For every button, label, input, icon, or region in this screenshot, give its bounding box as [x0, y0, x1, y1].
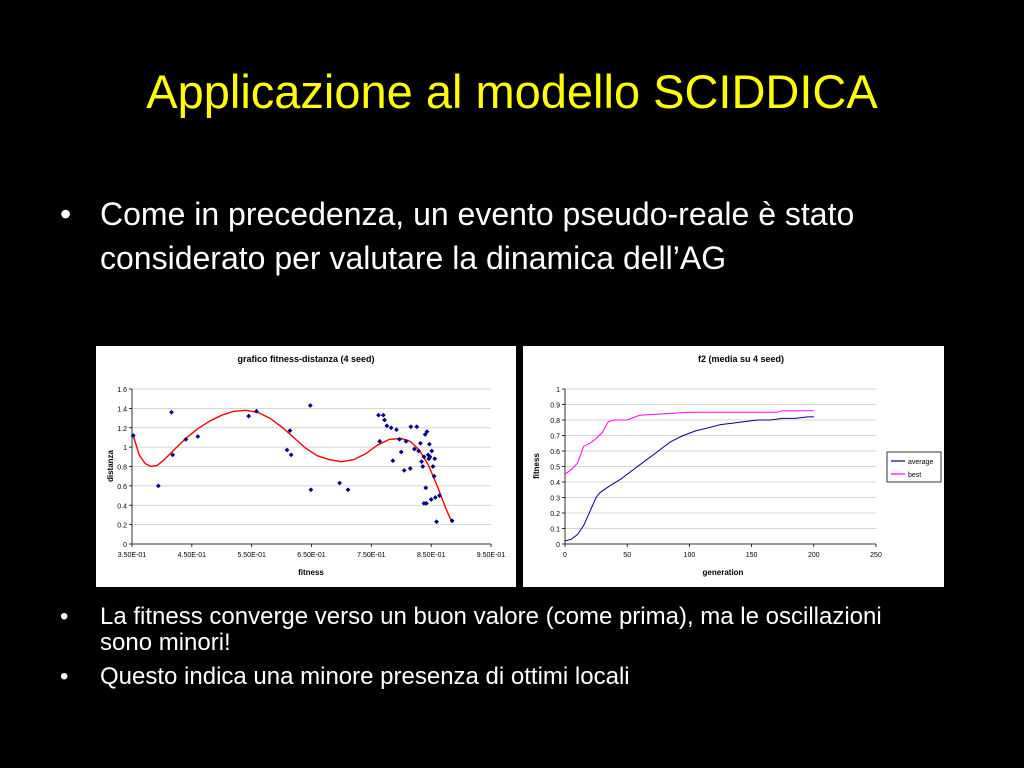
- chart2-legend-label: average: [908, 459, 934, 466]
- chart-fitness-distance: [96, 346, 516, 587]
- chart2-x-tick-label: 0: [563, 552, 567, 559]
- chart1-y-tick-label: 0.4: [117, 503, 127, 511]
- chart1-data-point: [427, 442, 432, 447]
- chart2-legend-label: best: [908, 472, 922, 479]
- chart1-x-tick-label: 7.50E-01: [357, 552, 386, 559]
- chart1-x-tick-label: 8.50E-01: [416, 552, 446, 559]
- chart1-data-point: [390, 458, 395, 463]
- chart1-y-tick-label: 0: [123, 542, 127, 549]
- chart2-x-tick-label: 250: [870, 552, 882, 559]
- chart1-data-point: [376, 413, 381, 418]
- chart1-data-point: [308, 403, 313, 408]
- chart1-data-point: [397, 437, 402, 442]
- chart1-data-point: [419, 459, 424, 464]
- chart2-xlabel: generation: [702, 568, 744, 577]
- chart1-x-tick-label: 6.50E-01: [297, 552, 326, 559]
- chart1-ylabel: distanza: [106, 449, 115, 483]
- chart1-data-point: [156, 483, 161, 488]
- chart2-y-tick-label: 0.4: [550, 480, 560, 487]
- chart1-data-point: [309, 487, 314, 492]
- chart2-y-tick-label: 0.8: [550, 418, 560, 425]
- chart1-y-tick-label: 1.2: [117, 425, 127, 433]
- chart1-data-point: [402, 468, 407, 473]
- chart1-x-tick-label: 4.50E-01: [177, 552, 207, 559]
- chart1-y-tick-label: 0.2: [117, 522, 127, 530]
- slide-title: Applicazione al modello SCIDDICA: [146, 65, 878, 118]
- chart1-data-point: [289, 452, 294, 457]
- chart2-y-tick-label: 0.9: [550, 402, 560, 410]
- chart1-title: grafico fitness-distanza (4 seed): [237, 354, 375, 364]
- chart1-data-point: [382, 418, 387, 423]
- chart1-data-point: [389, 425, 394, 430]
- sub-bullet-text: Questo indica una minore presenza di ottimi locali: [100, 663, 630, 690]
- chart1-data-point: [195, 434, 200, 439]
- chart1-data-point: [429, 449, 434, 454]
- chart2-title: f2 (media su 4 seed): [697, 354, 785, 364]
- chart1-data-point: [408, 424, 413, 429]
- chart-generation-fitness-svg: [523, 346, 944, 587]
- sub-bullet-item: [60, 604, 960, 656]
- chart1-xlabel: fitness: [298, 568, 324, 577]
- chart1-data-point: [399, 450, 404, 455]
- chart1-data-point: [418, 441, 423, 446]
- chart1-y-tick-label: 0.6: [117, 483, 127, 491]
- chart1-x-tick-label: 5.50E-01: [237, 552, 266, 559]
- chart2-x-tick-label: 100: [683, 552, 696, 559]
- chart2-y-tick-label: 0.1: [550, 526, 560, 534]
- chart1-data-point: [285, 448, 290, 453]
- chart1-data-point: [381, 413, 386, 418]
- chart2-y-tick-label: 0.5: [550, 464, 560, 472]
- chart1-y-tick-label: 1.4: [117, 406, 127, 414]
- chart-fitness-distance-svg: [96, 346, 516, 587]
- sub-bullet-list: [60, 604, 960, 698]
- bullet-dot: •: [60, 663, 69, 690]
- main-bullet-text: Come in precedenza, un evento pseudo-reale è stato considerato per valutare la dinamica dell’AG: [100, 196, 855, 276]
- chart1-data-point: [414, 424, 419, 429]
- chart1-y-tick-label: 1: [123, 445, 127, 453]
- chart1-y-tick-label: 0.8: [117, 464, 127, 472]
- chart2-x-tick-label: 150: [745, 552, 758, 559]
- bullet-dot: •: [60, 603, 69, 630]
- chart-generation-fitness: [523, 346, 944, 587]
- chart2-y-tick-label: 0: [556, 542, 560, 549]
- chart1-data-point: [131, 433, 136, 438]
- chart2-y-tick-label: 1: [556, 387, 560, 394]
- chart1-data-point: [434, 519, 439, 524]
- chart1-data-point: [429, 497, 434, 502]
- chart2-x-tick-label: 50: [623, 552, 632, 559]
- chart2-y-tick-label: 0.3: [550, 495, 560, 503]
- chart1-x-tick-label: 3.50E-01: [117, 552, 147, 559]
- chart2-y-tick-label: 0.2: [550, 511, 560, 518]
- chart2-x-tick-label: 200: [807, 552, 820, 559]
- chart1-data-point: [169, 410, 174, 415]
- chart1-data-point: [420, 464, 425, 469]
- chart1-data-point: [337, 481, 342, 486]
- chart1-x-tick-label: 9.50E-01: [476, 552, 506, 559]
- chart1-data-point: [346, 487, 351, 492]
- chart2-y-tick-label: 0.6: [550, 449, 560, 456]
- sub-bullet-item: [60, 664, 960, 690]
- chart1-data-point: [432, 456, 437, 461]
- sub-bullet-text: La fitness converge verso un buon valore (come prima), ma le oscillazioni sono minori!: [100, 603, 882, 656]
- chart2-y-tick-label: 0.7: [550, 433, 560, 441]
- chart1-data-point: [431, 464, 436, 469]
- chart1-y-tick-label: 1.6: [117, 387, 127, 394]
- chart2-ylabel: fitness: [532, 453, 541, 479]
- chart1-data-point: [433, 495, 438, 500]
- bullet-dot: •: [60, 196, 72, 232]
- chart1-data-point: [246, 414, 251, 419]
